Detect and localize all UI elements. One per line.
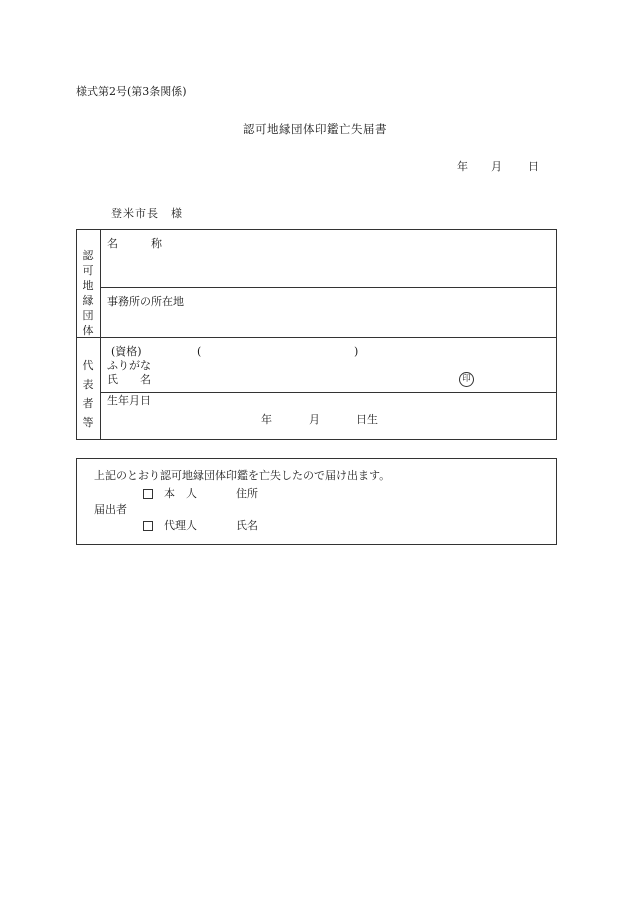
form-number: 様式第2号(第3条関係) [76,85,187,98]
section-divider [76,337,557,338]
furigana-label: ふりがな [107,359,151,372]
birth-year-label: 年 [261,413,272,426]
representative-vertical-label [76,356,100,432]
birth-month-label: 月 [309,413,320,426]
date-month-label: 月 [491,160,502,173]
representative-name-label: 氏 名 [107,373,151,386]
birth-day-label: 日生 [356,413,378,426]
addressee: 登米市長 様 [111,207,183,220]
birthdate-label: 生年月日 [107,394,151,407]
date-year-label: 年 [457,160,468,173]
seal-mark: 印 [459,372,474,387]
vertical-char: 表 [82,378,94,391]
self-checkbox[interactable] [143,489,153,499]
agent-checkbox[interactable] [143,521,153,531]
vertical-char: 代 [82,359,94,372]
table-column-divider [100,229,101,440]
vertical-char: 認 [82,249,94,262]
agent-option-label: 代理人 [164,519,197,532]
qualification-label: (資格) [111,345,142,358]
vertical-char: 団 [82,309,94,322]
qualification-paren-open: ( [197,345,202,358]
vertical-char: 者 [82,397,94,410]
group-row-divider [100,287,557,288]
date-day-label: 日 [528,160,539,173]
representative-row-divider [100,392,557,393]
vertical-char: 等 [82,416,94,429]
document-title: 認可地縁団体印鑑亡失届書 [243,122,387,136]
vertical-char: 縁 [82,294,94,307]
office-address-label: 事務所の所在地 [107,295,184,308]
declaration-statement: 上記のとおり認可地縁団体印鑑を亡失したので届け出ます。 [94,469,391,482]
vertical-char: 可 [82,264,94,277]
qualification-paren-close: ) [354,345,359,358]
notifier-name-label: 氏名 [236,519,258,532]
vertical-char: 地 [82,279,94,292]
main-table [76,229,557,440]
self-option-label: 本 人 [164,487,197,500]
group-vertical-label [76,248,100,338]
vertical-char: 体 [82,324,94,337]
notifier-label: 届出者 [94,503,127,516]
group-name-label: 名 称 [107,237,162,250]
notifier-address-label: 住所 [236,487,258,500]
